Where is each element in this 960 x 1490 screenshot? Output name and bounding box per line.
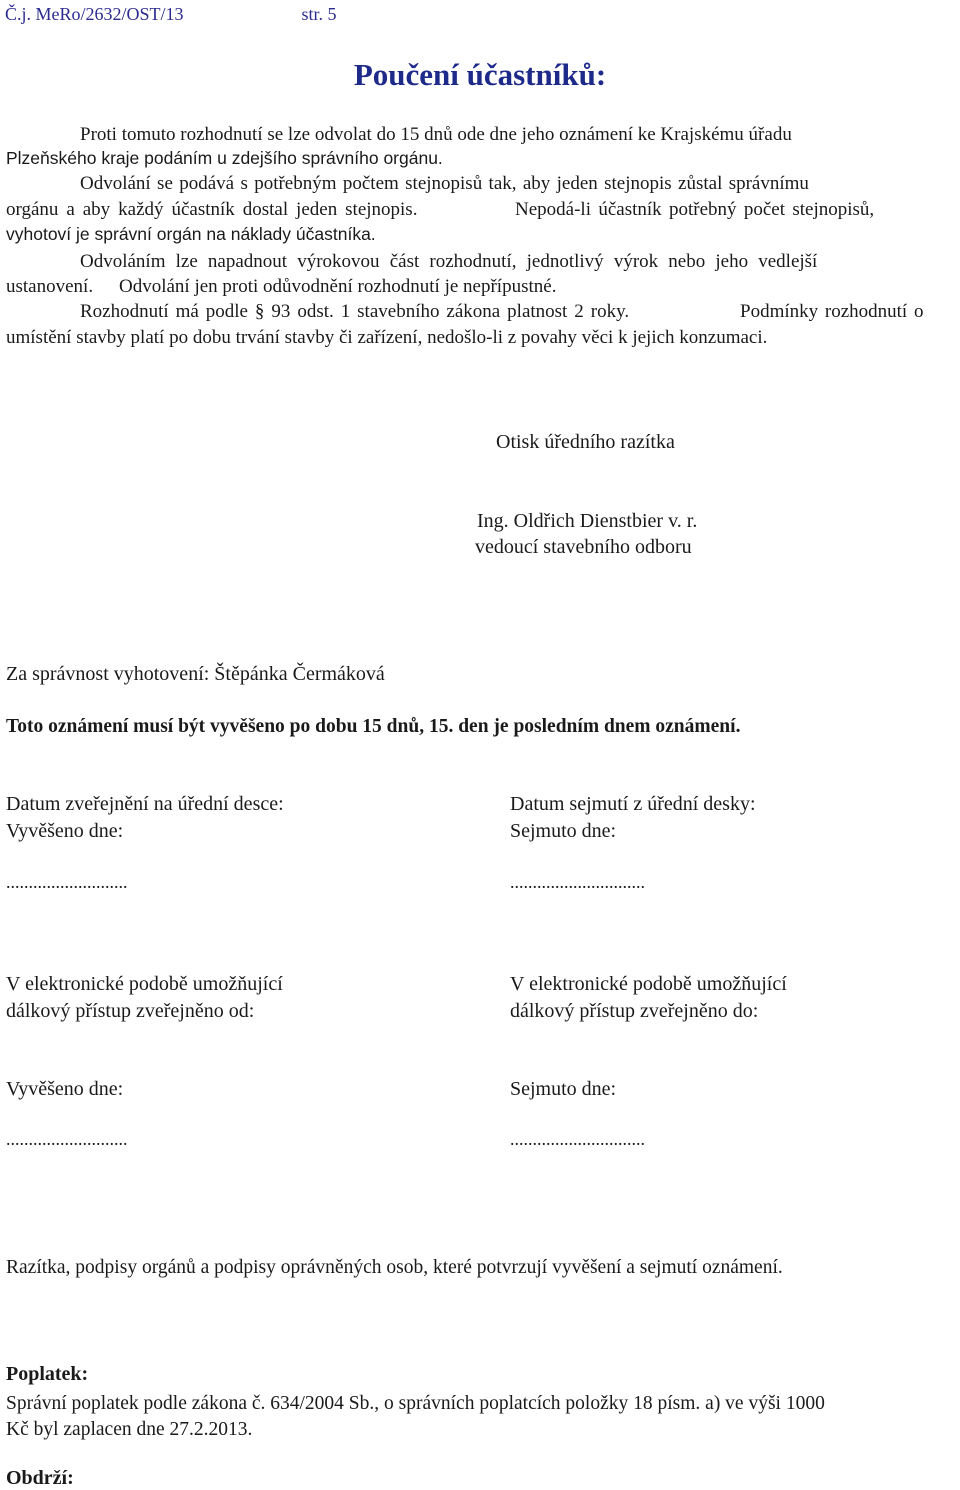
page-number: str. 5 bbox=[301, 4, 337, 24]
stamp-placeholder: Otisk úředního razítka bbox=[496, 431, 675, 453]
instruction-line: Odvoláním lze napadnout výrokovou část rozhodnutí, jednotlivý výrok nebo jeho vedlejší bbox=[80, 251, 818, 272]
instruction-line: Proti tomuto rozhodnutí se lze odvolat do 15 dnů ode dne jeho oznámení ke Krajskému úřadu bbox=[80, 124, 792, 145]
posted-on-label: Vyvěšeno dne: bbox=[6, 1078, 124, 1100]
removal-date-label: Datum sejmutí z úřední desky: bbox=[510, 793, 756, 815]
posted-on-label: Vyvěšeno dne: bbox=[6, 820, 124, 842]
instruction-line: Odvolání jen proti odůvodnění rozhodnutí je nepřípustné. bbox=[119, 276, 557, 297]
instruction-line: orgánu a aby každý účastník dostal jeden stejnopis. bbox=[6, 199, 418, 220]
fee-heading: Poplatek: bbox=[6, 1363, 89, 1385]
signatory-role: vedoucí stavebního odboru bbox=[475, 536, 692, 558]
instruction-line: Rozhodnutí má podle § 93 odst. 1 stavebního zákona platnost 2 roky. bbox=[80, 301, 630, 322]
date-fill-line: ........................... bbox=[6, 872, 128, 892]
date-fill-line: .............................. bbox=[510, 1129, 645, 1149]
instruction-line: vyhotoví je správní orgán na náklady účastníka. bbox=[6, 224, 376, 244]
instruction-line: Plzeňského kraje podáním u zdejšího správního orgánu. bbox=[6, 148, 443, 168]
reference-number: Č.j. MeRo/2632/OST/13 bbox=[5, 4, 184, 24]
electronic-from-label: dálkový přístup zveřejněno od: bbox=[6, 1000, 255, 1022]
posting-date-label: Datum zveřejnění na úřední desce: bbox=[6, 793, 284, 815]
stamps-note: Razítka, podpisy orgánů a podpisy oprávněných osob, které potvrzují vyvěšení a sejmutí oznámení. bbox=[6, 1257, 783, 1278]
fee-text: Kč byl zaplacen dne 27.2.2013. bbox=[6, 1419, 253, 1440]
removed-on-label: Sejmuto dne: bbox=[510, 820, 617, 842]
electronic-to-label: V elektronické podobě umožňující bbox=[510, 973, 787, 995]
date-fill-line: .............................. bbox=[510, 872, 645, 892]
date-fill-line: ........................... bbox=[6, 1129, 128, 1149]
removed-on-label: Sejmuto dne: bbox=[510, 1078, 617, 1100]
instruction-line: Podmínky rozhodnutí o bbox=[740, 301, 924, 322]
correctness-statement: Za správnost vyhotovení: Štěpánka Čermáková bbox=[6, 663, 385, 685]
instruction-line: umístění stavby platí po dobu trvání stavby či zařízení, nedošlo-li z povahy věci k jejich konzumaci. bbox=[6, 327, 768, 348]
instruction-line: ustanovení. bbox=[6, 276, 94, 297]
instruction-line: Odvolání se podává s potřebným počtem stejnopisů tak, aby jeden stejnopis zůstal správnímu bbox=[80, 173, 809, 194]
posting-notice: Toto oznámení musí být vyvěšeno po dobu 15 dnů, 15. den je posledním dnem oznámení. bbox=[6, 716, 741, 737]
electronic-from-label: V elektronické podobě umožňující bbox=[6, 973, 283, 995]
instruction-line: Nepodá-li účastník potřebný počet stejnopisů, bbox=[515, 199, 875, 220]
page-title: Poučení účastníků: bbox=[353, 57, 607, 92]
signatory-name: Ing. Oldřich Dienstbier v. r. bbox=[477, 510, 698, 532]
recipients-heading: Obdrží: bbox=[6, 1467, 74, 1489]
page-header bbox=[5, 4, 337, 25]
fee-text: Správní poplatek podle zákona č. 634/2004 Sb., o správních poplatcích položky 18 písm. a) ve výši 1000 bbox=[6, 1393, 825, 1414]
electronic-to-label: dálkový přístup zveřejněno do: bbox=[510, 1000, 759, 1022]
